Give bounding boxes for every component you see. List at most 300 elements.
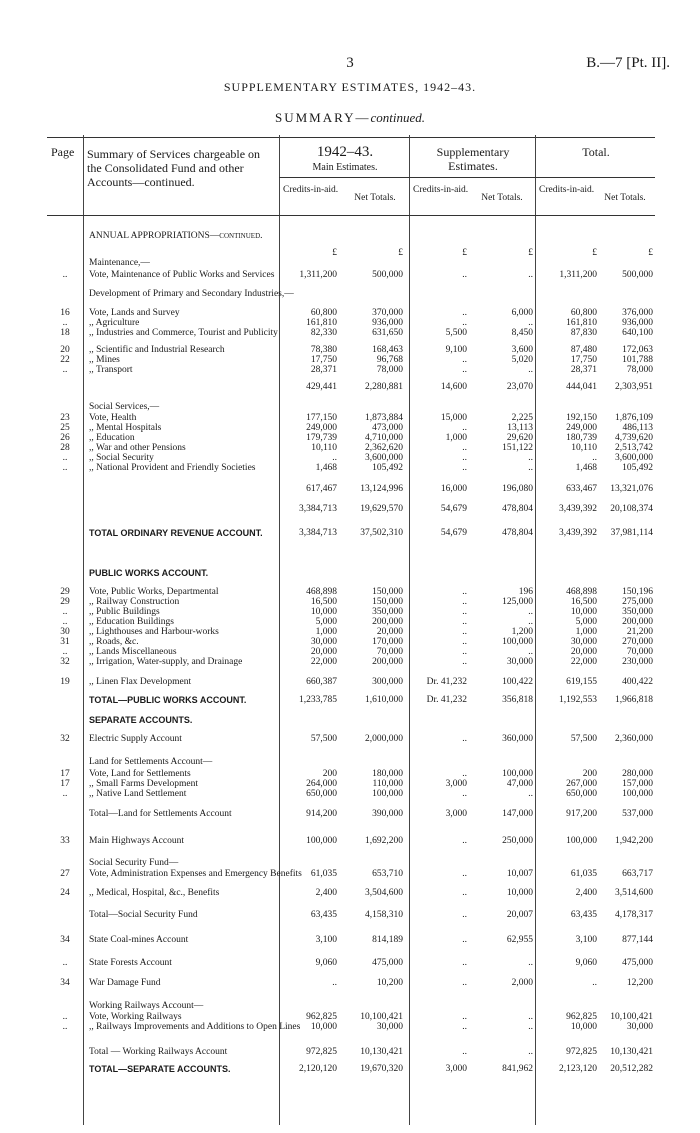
cell-value: 1,876,109 <box>615 413 653 423</box>
cell-value: .. <box>462 637 467 647</box>
page-ref: 32 <box>60 734 70 744</box>
page-ref: 29 <box>60 597 70 607</box>
cell-value: 356,818 <box>502 695 533 705</box>
cell-value: .. <box>462 978 467 988</box>
row-label: ,, Medical, Hospital, &c., Benefits <box>89 888 220 898</box>
cell-value: 17,750 <box>570 355 597 365</box>
cell-value: 100,000 <box>566 836 597 846</box>
page-ref: .. <box>62 365 68 375</box>
cell-value: 429,441 <box>306 382 337 392</box>
cell-value: 3,439,392 <box>559 528 597 538</box>
cell-value: 20,512,282 <box>610 1064 653 1074</box>
header-credits: Credits-in-aid. <box>283 185 339 195</box>
document-reference: B.—7 [Pt. II]. <box>586 55 670 71</box>
cell-value: 14,600 <box>440 382 467 392</box>
cell-value: 20,000 <box>376 627 403 637</box>
cell-value: 60,800 <box>310 308 337 318</box>
cell-value: .. <box>462 836 467 846</box>
cell-value: 172,063 <box>622 345 653 355</box>
cell-value: .. <box>462 869 467 879</box>
cell-value: 444,041 <box>566 382 597 392</box>
cell-value: 468,898 <box>566 587 597 597</box>
page-ref: 34 <box>60 935 70 945</box>
page-ref: .. <box>62 607 68 617</box>
cell-value: 96,768 <box>376 355 403 365</box>
header-page: Page <box>51 145 75 159</box>
page-ref: 32 <box>60 657 70 667</box>
cell-value: 13,124,996 <box>360 484 403 494</box>
row-label: Vote, Land for Settlements <box>89 769 191 779</box>
page-ref: 26 <box>60 433 70 443</box>
cell-value: 180,739 <box>566 433 597 443</box>
table-top-rule <box>47 137 655 138</box>
cell-value: 28,371 <box>310 365 337 375</box>
cell-value: 151,122 <box>502 443 533 453</box>
table-row <box>47 483 655 495</box>
cell-value: 9,060 <box>575 958 597 968</box>
row-label: ANNUAL APPROPRIATIONS—continued. <box>89 231 263 241</box>
cell-value: 10,110 <box>311 443 337 453</box>
cell-value: 370,000 <box>372 308 403 318</box>
table-row <box>47 909 655 921</box>
cell-value: 814,189 <box>372 935 403 945</box>
cell-value: 62,955 <box>506 935 533 945</box>
cell-value: 2,225 <box>511 413 533 423</box>
row-label: ,, Scientific and Industrial Research <box>89 345 225 355</box>
table-row <box>47 1063 655 1075</box>
page-ref: 34 <box>60 978 70 988</box>
cell-value: .. <box>462 1012 467 1022</box>
table-row <box>47 788 655 800</box>
page-ref: 22 <box>60 355 70 365</box>
page-ref: .. <box>62 647 68 657</box>
row-label: Working Railways Account— <box>89 1001 204 1011</box>
table-row <box>47 1046 655 1058</box>
cell-value: 631,650 <box>372 328 403 338</box>
row-label: TOTAL—PUBLIC WORKS ACCOUNT. <box>89 695 247 705</box>
cell-value: 468,898 <box>306 587 337 597</box>
header-net: Net Totals. <box>481 193 523 203</box>
header-credits: Credits-in-aid. <box>539 185 595 195</box>
cell-value: 200,000 <box>372 657 403 667</box>
cell-value: 5,500 <box>445 328 467 338</box>
row-label: ,, Social Security <box>89 453 154 463</box>
cell-value: 161,810 <box>566 318 597 328</box>
cell-value: 5,000 <box>315 617 337 627</box>
cell-value: .. <box>462 423 467 433</box>
cell-value: 250,000 <box>502 836 533 846</box>
cell-value: 70,000 <box>626 647 653 657</box>
cell-value: .. <box>462 443 467 453</box>
table-row <box>47 381 655 393</box>
cell-value: 486,113 <box>622 423 653 433</box>
table-row <box>47 1021 655 1033</box>
cell-value: 8,450 <box>511 328 533 338</box>
cell-value: 21,200 <box>626 627 653 637</box>
cell-value: 841,962 <box>502 1064 533 1074</box>
table-row <box>47 934 655 946</box>
cell-value: 972,825 <box>566 1047 597 1057</box>
cell-value: .. <box>528 617 533 627</box>
cell-value: 936,000 <box>622 318 653 328</box>
cell-value: 300,000 <box>372 677 403 687</box>
row-label: Vote, Administration Expenses and Emergency Benefits <box>89 869 302 879</box>
cell-value: 936,000 <box>372 318 403 328</box>
row-label: Total—Social Security Fund <box>89 910 198 920</box>
cell-value: 10,130,421 <box>610 1047 653 1057</box>
header-net: Net Totals. <box>604 193 646 203</box>
cell-value: 1,942,200 <box>615 836 653 846</box>
table-row <box>47 567 655 579</box>
cell-value: 390,000 <box>372 809 403 819</box>
cell-value: 917,200 <box>566 809 597 819</box>
cell-value: 3,100 <box>315 935 337 945</box>
cell-value: .. <box>528 270 533 280</box>
cell-value: 10,110 <box>571 443 597 453</box>
row-label: ,, Agriculture <box>89 318 140 328</box>
row-label: ,, Lands Miscellaneous <box>89 647 177 657</box>
cell-value: .. <box>462 587 467 597</box>
cell-value: 180,000 <box>372 769 403 779</box>
cell-value: .. <box>592 453 597 463</box>
cell-value: 270,000 <box>622 637 653 647</box>
cell-value: 30,000 <box>570 637 597 647</box>
cell-value: 6,000 <box>511 308 533 318</box>
cell-value: 478,804 <box>502 528 533 538</box>
cell-value: 125,000 <box>502 597 533 607</box>
page-ref: 17 <box>60 779 70 789</box>
cell-value: .. <box>462 769 467 779</box>
cell-value: 360,000 <box>502 734 533 744</box>
cell-value: 2,400 <box>315 888 337 898</box>
page-ref: .. <box>62 453 68 463</box>
cell-value: 200,000 <box>622 617 653 627</box>
cell-value: 4,178,317 <box>615 910 653 920</box>
cell-value: 20,000 <box>570 647 597 657</box>
cell-value: 3,000 <box>445 809 467 819</box>
cell-value: 2,120,120 <box>299 1064 337 1074</box>
page-ref: .. <box>62 1012 68 1022</box>
cell-value: 63,435 <box>570 910 597 920</box>
cell-value: 10,000 <box>570 607 597 617</box>
cell-value: 10,200 <box>376 978 403 988</box>
cell-value: £ <box>592 248 597 258</box>
cell-value: 30,000 <box>506 657 533 667</box>
cell-value: 400,422 <box>622 677 653 687</box>
row-label: Vote, Health <box>89 413 137 423</box>
row-label: Social Services,— <box>89 402 160 412</box>
cell-value: 1,200 <box>511 627 533 637</box>
cell-value: 1,873,884 <box>365 413 403 423</box>
cell-value: .. <box>462 617 467 627</box>
page-number: 3 <box>346 55 354 71</box>
page-ref: 27 <box>60 869 70 879</box>
cell-value: 2,280,881 <box>365 382 403 392</box>
summary-label: SUMMARY— <box>275 110 371 125</box>
header-net: Net Totals. <box>354 193 396 203</box>
cell-value: 170,000 <box>372 637 403 647</box>
cell-value: 249,000 <box>306 423 337 433</box>
cell-value: 10,007 <box>506 869 533 879</box>
cell-value: .. <box>462 597 467 607</box>
cell-value: 13,321,076 <box>610 484 653 494</box>
cell-value: .. <box>592 978 597 988</box>
page-ref: .. <box>62 1022 68 1032</box>
table-row <box>47 257 655 269</box>
cell-value: 10,100,421 <box>360 1012 403 1022</box>
row-label: ,, Public Buildings <box>89 607 160 617</box>
cell-value: 1,000 <box>575 627 597 637</box>
cell-value: 78,380 <box>310 345 337 355</box>
cell-value: 2,400 <box>575 888 597 898</box>
cell-value: .. <box>462 318 467 328</box>
row-label: Land for Settlements Account— <box>89 757 213 767</box>
cell-value: 54,679 <box>440 504 467 514</box>
row-label: ,, Industries and Commerce, Tourist and Publicity <box>89 328 278 338</box>
cell-value: 650,000 <box>566 789 597 799</box>
table-row <box>47 656 655 668</box>
cell-value: 280,000 <box>622 769 653 779</box>
cell-value: .. <box>462 1022 467 1032</box>
cell-value: 376,000 <box>622 308 653 318</box>
row-label: ,, Railway Construction <box>89 597 180 607</box>
row-label: ,, Native Land Settlement <box>89 789 187 799</box>
cell-value: .. <box>528 1012 533 1022</box>
row-label: PUBLIC WORKS ACCOUNT. <box>89 568 209 578</box>
cell-value: 28,371 <box>570 365 597 375</box>
cell-value: 150,000 <box>372 597 403 607</box>
table-row <box>47 676 655 688</box>
cell-value: 1,000 <box>445 433 467 443</box>
row-label: TOTAL ORDINARY REVENUE ACCOUNT. <box>89 528 263 538</box>
cell-value: 3,100 <box>575 935 597 945</box>
row-label: Development of Primary and Secondary Industries,— <box>89 289 294 299</box>
cell-value: 157,000 <box>622 779 653 789</box>
row-label: Total—Land for Settlements Account <box>89 809 232 819</box>
row-label: ,, Education Buildings <box>89 617 174 627</box>
page-ref: .. <box>62 318 68 328</box>
page-ref: 25 <box>60 423 70 433</box>
cell-value: .. <box>462 270 467 280</box>
cell-value: 9,060 <box>315 958 337 968</box>
cell-value: .. <box>462 1047 467 1057</box>
cell-value: 4,158,310 <box>365 910 403 920</box>
cell-value: .. <box>462 463 467 473</box>
cell-value: 3,000 <box>445 779 467 789</box>
row-label: Total — Working Railways Account <box>89 1047 228 1057</box>
cell-value: 54,679 <box>440 528 467 538</box>
cell-value: 87,830 <box>570 328 597 338</box>
cell-value: .. <box>462 958 467 968</box>
cell-value: 100,422 <box>502 677 533 687</box>
table-row <box>47 977 655 989</box>
cell-value: 192,150 <box>566 413 597 423</box>
cell-value: 57,500 <box>310 734 337 744</box>
page-ref: 33 <box>60 836 70 846</box>
cell-value: 110,000 <box>372 779 403 789</box>
cell-value: 5,020 <box>511 355 533 365</box>
cell-value: 12,200 <box>626 978 653 988</box>
cell-value: 100,000 <box>502 769 533 779</box>
row-label: Main Highways Account <box>89 836 184 846</box>
cell-value: Dr. 41,232 <box>426 677 467 687</box>
cell-value: 17,750 <box>310 355 337 365</box>
cell-value: .. <box>528 607 533 617</box>
cell-value: .. <box>528 318 533 328</box>
cell-value: .. <box>462 308 467 318</box>
header-supplementary: Supplementary Estimates. <box>436 145 510 173</box>
cell-value: 37,502,310 <box>360 528 403 538</box>
table-row <box>47 462 655 474</box>
cell-value: 5,000 <box>575 617 597 627</box>
page-ref: .. <box>62 789 68 799</box>
row-label: ,, Roads, &c. <box>89 637 139 647</box>
row-label: ,, National Provident and Friendly Societies <box>89 463 256 473</box>
header-main-year: 1942–43. <box>316 144 374 160</box>
cell-value: 200 <box>582 769 597 779</box>
page-ref: 19 <box>60 677 70 687</box>
table-row <box>47 288 655 300</box>
cell-value: 650,000 <box>306 789 337 799</box>
cell-value: .. <box>462 888 467 898</box>
cell-value: Dr. 41,232 <box>426 695 467 705</box>
cell-value: 962,825 <box>566 1012 597 1022</box>
page-ref: 18 <box>60 328 70 338</box>
cell-value: 4,710,000 <box>365 433 403 443</box>
cell-value: 196 <box>518 587 533 597</box>
cell-value: 2,513,742 <box>615 443 653 453</box>
cell-value: 100,000 <box>502 637 533 647</box>
table-row <box>47 868 655 880</box>
summary-continued: continued. <box>370 110 425 125</box>
cell-value: 350,000 <box>622 607 653 617</box>
cell-value: 914,200 <box>306 809 337 819</box>
page-ref: .. <box>62 463 68 473</box>
cell-value: 2,000 <box>511 978 533 988</box>
page-ref: 24 <box>60 888 70 898</box>
cell-value: .. <box>462 365 467 375</box>
cell-value: 3,600,000 <box>615 453 653 463</box>
cell-value: 177,150 <box>306 413 337 423</box>
cell-value: 100,000 <box>372 789 403 799</box>
cell-value: 3,600 <box>511 345 533 355</box>
cell-value: 1,468 <box>315 463 337 473</box>
row-label: ,, Small Farms Development <box>89 779 198 789</box>
cell-value: 82,330 <box>310 328 337 338</box>
cell-value: 60,800 <box>570 308 597 318</box>
cell-value: 100,000 <box>622 789 653 799</box>
cell-value: 617,467 <box>306 484 337 494</box>
cell-value: 1,468 <box>575 463 597 473</box>
cell-value: .. <box>528 365 533 375</box>
cell-value: .. <box>528 958 533 968</box>
cell-value: 9,100 <box>445 345 467 355</box>
cell-value: 10,100,421 <box>610 1012 653 1022</box>
row-label: ,, Linen Flax Development <box>89 677 192 687</box>
cell-value: 1,311,200 <box>299 270 337 280</box>
cell-value: 1,610,000 <box>365 695 403 705</box>
row-label: Vote, Lands and Survey <box>89 308 180 318</box>
cell-value: 179,739 <box>306 433 337 443</box>
cell-value: .. <box>528 647 533 657</box>
summary-title <box>0 110 700 126</box>
header-credits: Credits-in-aid. <box>413 185 469 195</box>
header-summary: Summary of Services chargeable on the Consolidated Fund and other Accounts—continued. <box>87 147 261 189</box>
table-row <box>47 230 655 242</box>
cell-value: .. <box>462 355 467 365</box>
cell-value: 22,000 <box>310 657 337 667</box>
cell-value: 350,000 <box>372 607 403 617</box>
cell-value: .. <box>528 1047 533 1057</box>
cell-value: 275,000 <box>622 597 653 607</box>
cell-value: 37,981,114 <box>610 528 653 538</box>
cell-value: 161,810 <box>306 318 337 328</box>
row-label: ,, Mental Hospitals <box>89 423 162 433</box>
table-row <box>47 756 655 768</box>
row-label: ,, Mines <box>89 355 120 365</box>
cell-value: 3,384,713 <box>299 504 337 514</box>
page-ref: 17 <box>60 769 70 779</box>
cell-value: 972,825 <box>306 1047 337 1057</box>
table-row <box>47 694 655 706</box>
cell-value: 3,514,600 <box>615 888 653 898</box>
cell-value: 15,000 <box>440 413 467 423</box>
cell-value: 660,387 <box>306 677 337 687</box>
cell-value: 267,000 <box>566 779 597 789</box>
cell-value: 20,007 <box>506 910 533 920</box>
cell-value: .. <box>332 978 337 988</box>
cell-value: 500,000 <box>622 270 653 280</box>
cell-value: 196,080 <box>502 484 533 494</box>
cell-value: 1,692,200 <box>365 836 403 846</box>
cell-value: 10,000 <box>310 607 337 617</box>
cell-value: .. <box>462 657 467 667</box>
table-row <box>47 957 655 969</box>
cell-value: 105,492 <box>622 463 653 473</box>
row-label: Social Security Fund— <box>89 858 179 868</box>
cell-value: 150,000 <box>372 587 403 597</box>
cell-value: 1,966,818 <box>615 695 653 705</box>
cell-value: 478,804 <box>502 504 533 514</box>
cell-value: 20,000 <box>310 647 337 657</box>
subheader-rule <box>279 177 655 178</box>
cell-value: 30,000 <box>310 637 337 647</box>
page-ref: .. <box>62 270 68 280</box>
page-ref: .. <box>62 617 68 627</box>
cell-value: 473,000 <box>372 423 403 433</box>
row-label: War Damage Fund <box>89 978 161 988</box>
cell-value: 1,192,553 <box>559 695 597 705</box>
row-label: SEPARATE ACCOUNTS. <box>89 715 193 725</box>
cell-value: 29,620 <box>506 433 533 443</box>
header-bottom-rule <box>47 215 655 216</box>
cell-value: 61,035 <box>310 869 337 879</box>
row-label: Electric Supply Account <box>89 734 182 744</box>
cell-value: 101,788 <box>622 355 653 365</box>
row-label: Maintenance,— <box>89 258 150 268</box>
cell-value: 87,480 <box>570 345 597 355</box>
cell-value: 2,362,620 <box>365 443 403 453</box>
cell-value: 200 <box>322 769 337 779</box>
page-ref: 23 <box>60 413 70 423</box>
cell-value: 10,000 <box>506 888 533 898</box>
cell-value: .. <box>528 453 533 463</box>
cell-value: 3,384,713 <box>299 528 337 538</box>
table-row <box>47 733 655 745</box>
row-label: State Coal-mines Account <box>89 935 189 945</box>
cell-value: 1,233,785 <box>299 695 337 705</box>
row-label: ,, Education <box>89 433 135 443</box>
